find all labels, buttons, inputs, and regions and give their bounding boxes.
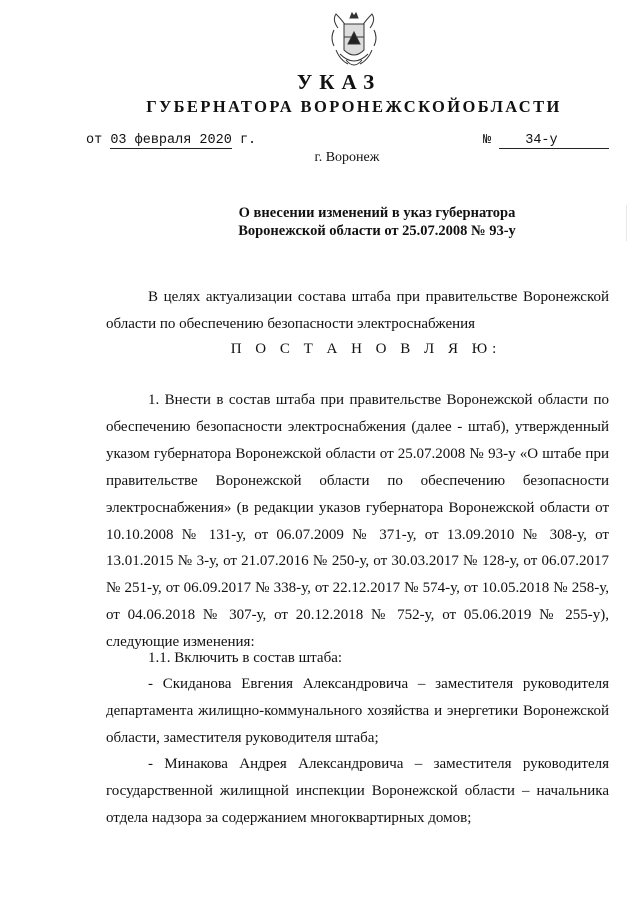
document-number: [483, 133, 609, 149]
number-value: 34-у: [499, 133, 609, 149]
subject-line-1: О внесении изменений в указ губернатора: [238, 205, 516, 221]
number-label: №: [483, 133, 492, 148]
margin-mark: [626, 205, 631, 241]
subject-line-2: Воронежской области от 25.07.2008 № 93-у: [238, 223, 516, 239]
issuer-title: ГУБЕРНАТОРА ВОРОНЕЖСКОЙОБЛАСТИ: [146, 97, 562, 116]
city: г. Воронеж: [314, 150, 380, 165]
paragraph-person-1: - Скиданова Евгения Александровича – заместителя руководителя департамента жилищно-коммунального хозяйства и энергетики Воронежской области, заместителя руководителя штаба;: [106, 676, 609, 746]
document-type-title: УКАЗ: [296, 70, 382, 94]
document-date: [86, 133, 256, 149]
paragraph-item-1: 1. Внести в состав штаба при правительстве Воронежской области по обеспечению безопасности электроснабжения (далее - штаб), утвержденный указом губернатора Воронежской области от 25.07.2008 № 93-у «О штабе при правительстве Воронежской области по обеспечению безопасности электроснабжения» (в редакции указов губернатора Воронежской области от 10.10.2008 № 131-у, от 06.07.2009 № 371-у, от 13.09.2010 № 308-у, от 13.01.2015 № 3-у, от 21.07.2016 № 250-у, от 30.03.2017 № 128-у, от 06.07.2017 № 251-у, от 06.09.2017 № 338-у, от 22.12.2017 № 574-у, от 10.05.2018 № 258-у, от 04.06.2018 № 307-у, от 20.12.2018 № 752-у, от 05.06.2019 № 255-у), следующие изменения:: [106, 392, 609, 651]
document-subject: [0, 204, 640, 240]
date-prefix: от: [86, 133, 103, 148]
paragraph-item-1-1: 1.1. Включить в состав штаба:: [148, 650, 343, 666]
paragraph-person-2: - Минакова Андрея Александровича – заместителя руководителя государственной жилищной инспекции Воронежской области – начальника отдела надзора за содержанием многоквартирных домов;: [106, 756, 609, 826]
decree-word: П О С Т А Н О В Л Я Ю:: [230, 341, 502, 357]
date-value: 03 февраля 2020: [110, 133, 232, 148]
preamble-paragraph: В целях актуализации состава штаба при правительстве Воронежской области по обеспечению безопасности электроснабжения: [106, 289, 609, 332]
coat-of-arms-icon: [328, 10, 380, 74]
date-suffix: г.: [239, 133, 257, 148]
